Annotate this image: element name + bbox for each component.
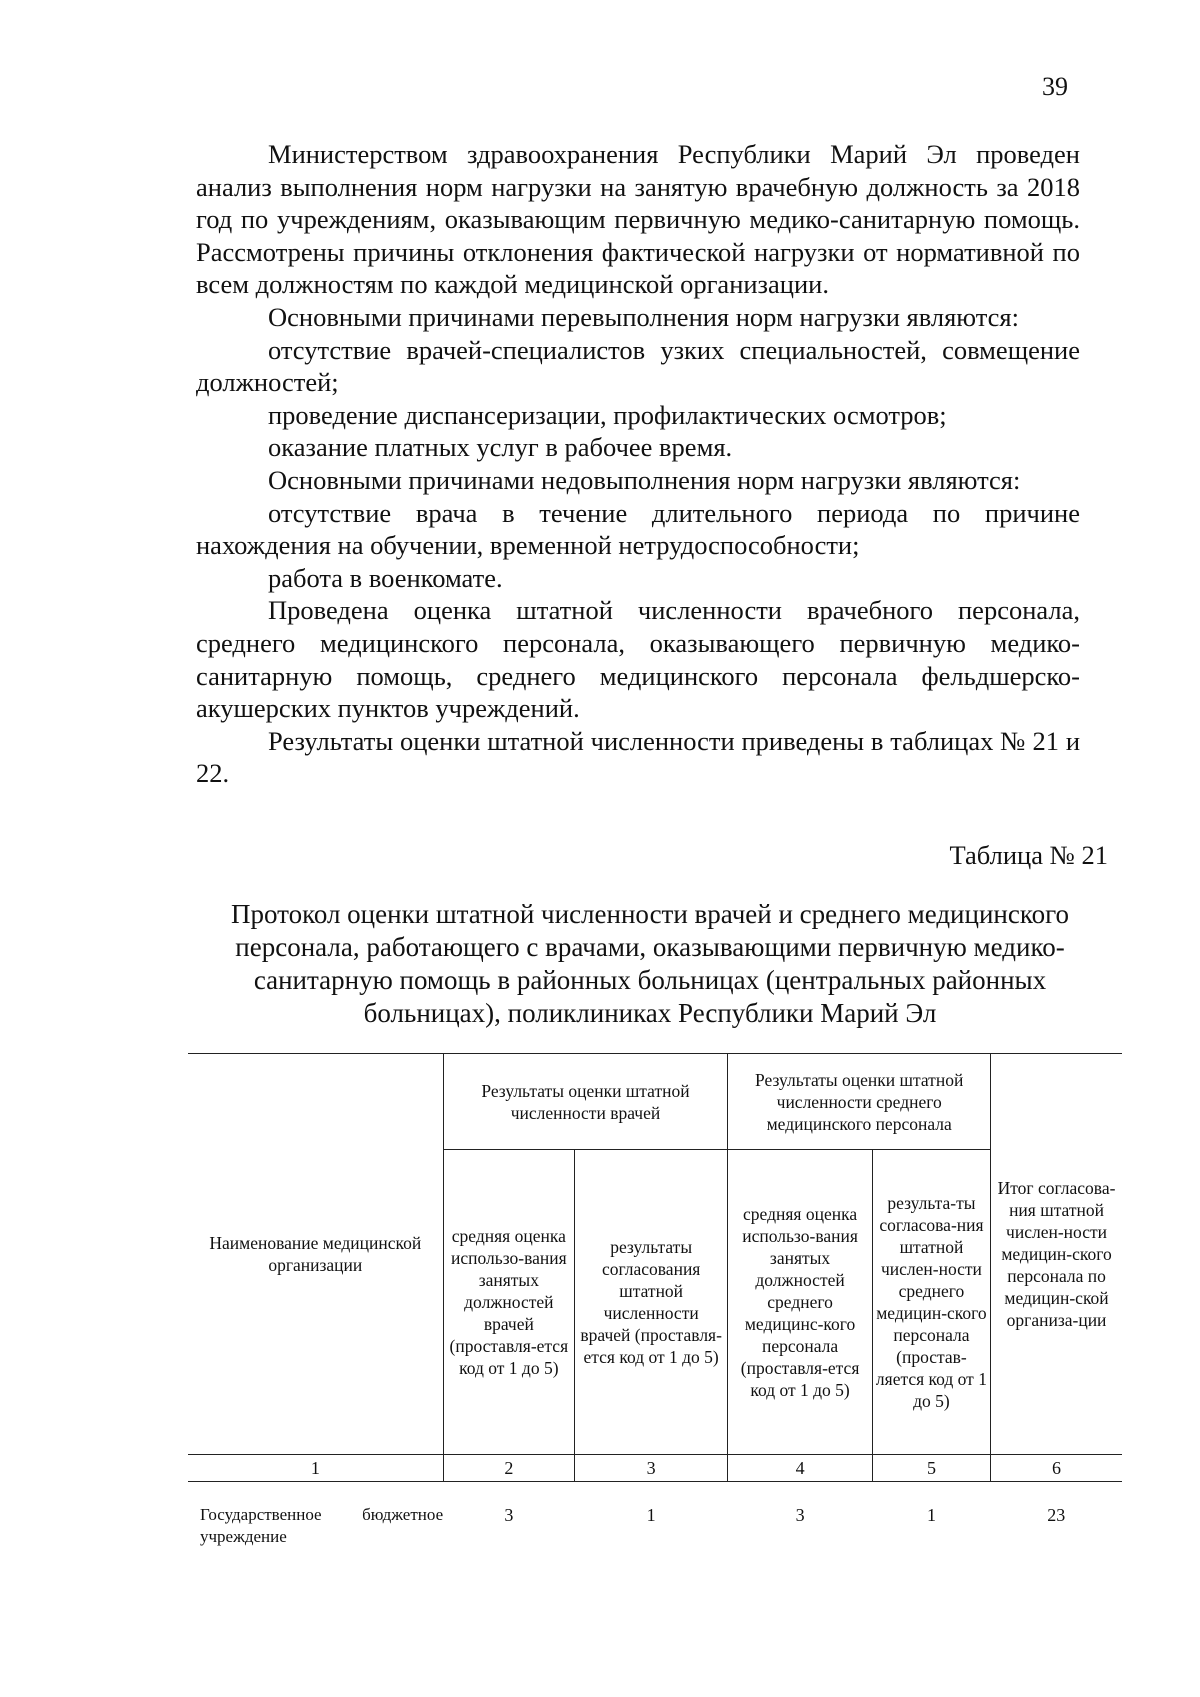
- paragraph: оказание платных услуг в рабочее время.: [268, 432, 733, 463]
- header-col-4: средняя оценка использо-вания занятых должностей среднего медицинс-кого персонала (проставля-ется код от 1 до 5): [728, 1150, 873, 1455]
- body-text: [196, 138, 1080, 790]
- table-label: Таблица № 21: [949, 840, 1108, 870]
- column-number: 2: [443, 1455, 574, 1482]
- paragraph: Основными причинами недовыполнения норм нагрузки являются:: [268, 464, 1021, 495]
- column-number: 5: [872, 1455, 990, 1482]
- cell-col-4: 3: [795, 1505, 805, 1525]
- cell-col-5: 1: [926, 1505, 936, 1525]
- page-number: 39: [1042, 72, 1068, 101]
- column-number: 4: [728, 1455, 873, 1482]
- org-name-cell: Государственное бюджетное учреждение: [200, 1505, 444, 1546]
- paragraph: отсутствие врача в течение длительного периода по причине нахождения на обучении, временной нетрудоспособности;: [196, 497, 1080, 561]
- paragraph: Результаты оценки штатной численности приведены в таблицах № 21 и 22.: [196, 725, 1080, 789]
- table-caption: Протокол оценки штатной численности врачей и среднего медицинского персонала, работающего с врачами, оказывающими первичную медико-санитарную помощь в районных больницах (центральных районных больницах), поликлиниках Республики Марий Эл: [230, 899, 1069, 1028]
- paragraph: проведение диспансеризации, профилактических осмотров;: [268, 399, 947, 430]
- paragraph: отсутствие врачей-специалистов узких специальностей, совмещение должностей;: [196, 334, 1080, 398]
- header-col-5: результа-ты согласова-ния штатной числен-ности среднего медицин-ского персонала (простав-ляется код от 1 до 5): [872, 1150, 990, 1455]
- table-row: [188, 1482, 1122, 1551]
- paragraph: Министерством здравоохранения Республики Марий Эл проведен анализ выполнения норм нагрузки на занятую врачебную должность за 2018 год по учреждениям, оказывающим первичную медико-санитарную помощь. Рассмотрены причины отклонения фактической нагрузки от нормативной по всем должностям по каждой медицинской организации.: [196, 139, 1080, 300]
- paragraph: работа в военкомате.: [268, 562, 503, 593]
- paragraph: Проведена оценка штатной численности врачебного персонала, среднего медицинского персонала, оказывающего первичную медико-санитарную помощь, среднего медицинского персонала фельдшерско-акушерских пунктов учреждений.: [196, 595, 1080, 724]
- cell-col-6: 23: [1047, 1505, 1066, 1525]
- column-number: 6: [991, 1455, 1122, 1482]
- column-number: 1: [188, 1455, 443, 1482]
- paragraph: Основными причинами перевыполнения норм нагрузки являются:: [268, 301, 1019, 332]
- header-group-nurses: Результаты оценки штатной численности среднего медицинского персонала: [728, 1054, 991, 1150]
- header-group-doctors: Результаты оценки штатной численности врачей: [443, 1054, 728, 1150]
- header-col-2: средняя оценка использо-вания занятых должностей врачей (проставля-ется код от 1 до 5): [443, 1150, 574, 1455]
- cell-col-3: 1: [646, 1505, 656, 1525]
- column-number: 3: [575, 1455, 728, 1482]
- header-col-3: результаты согласования штатной численности врачей (проставля-ется код от 1 до 5): [575, 1150, 728, 1455]
- header-org: Наименование медицинской организации: [188, 1054, 443, 1455]
- cell-col-2: 3: [504, 1505, 514, 1525]
- staffing-table: [188, 1053, 1122, 1550]
- header-total: Итог согласова-ния штатной числен-ности медицин-ского персонала по медицин-ской организа-ции: [991, 1054, 1122, 1455]
